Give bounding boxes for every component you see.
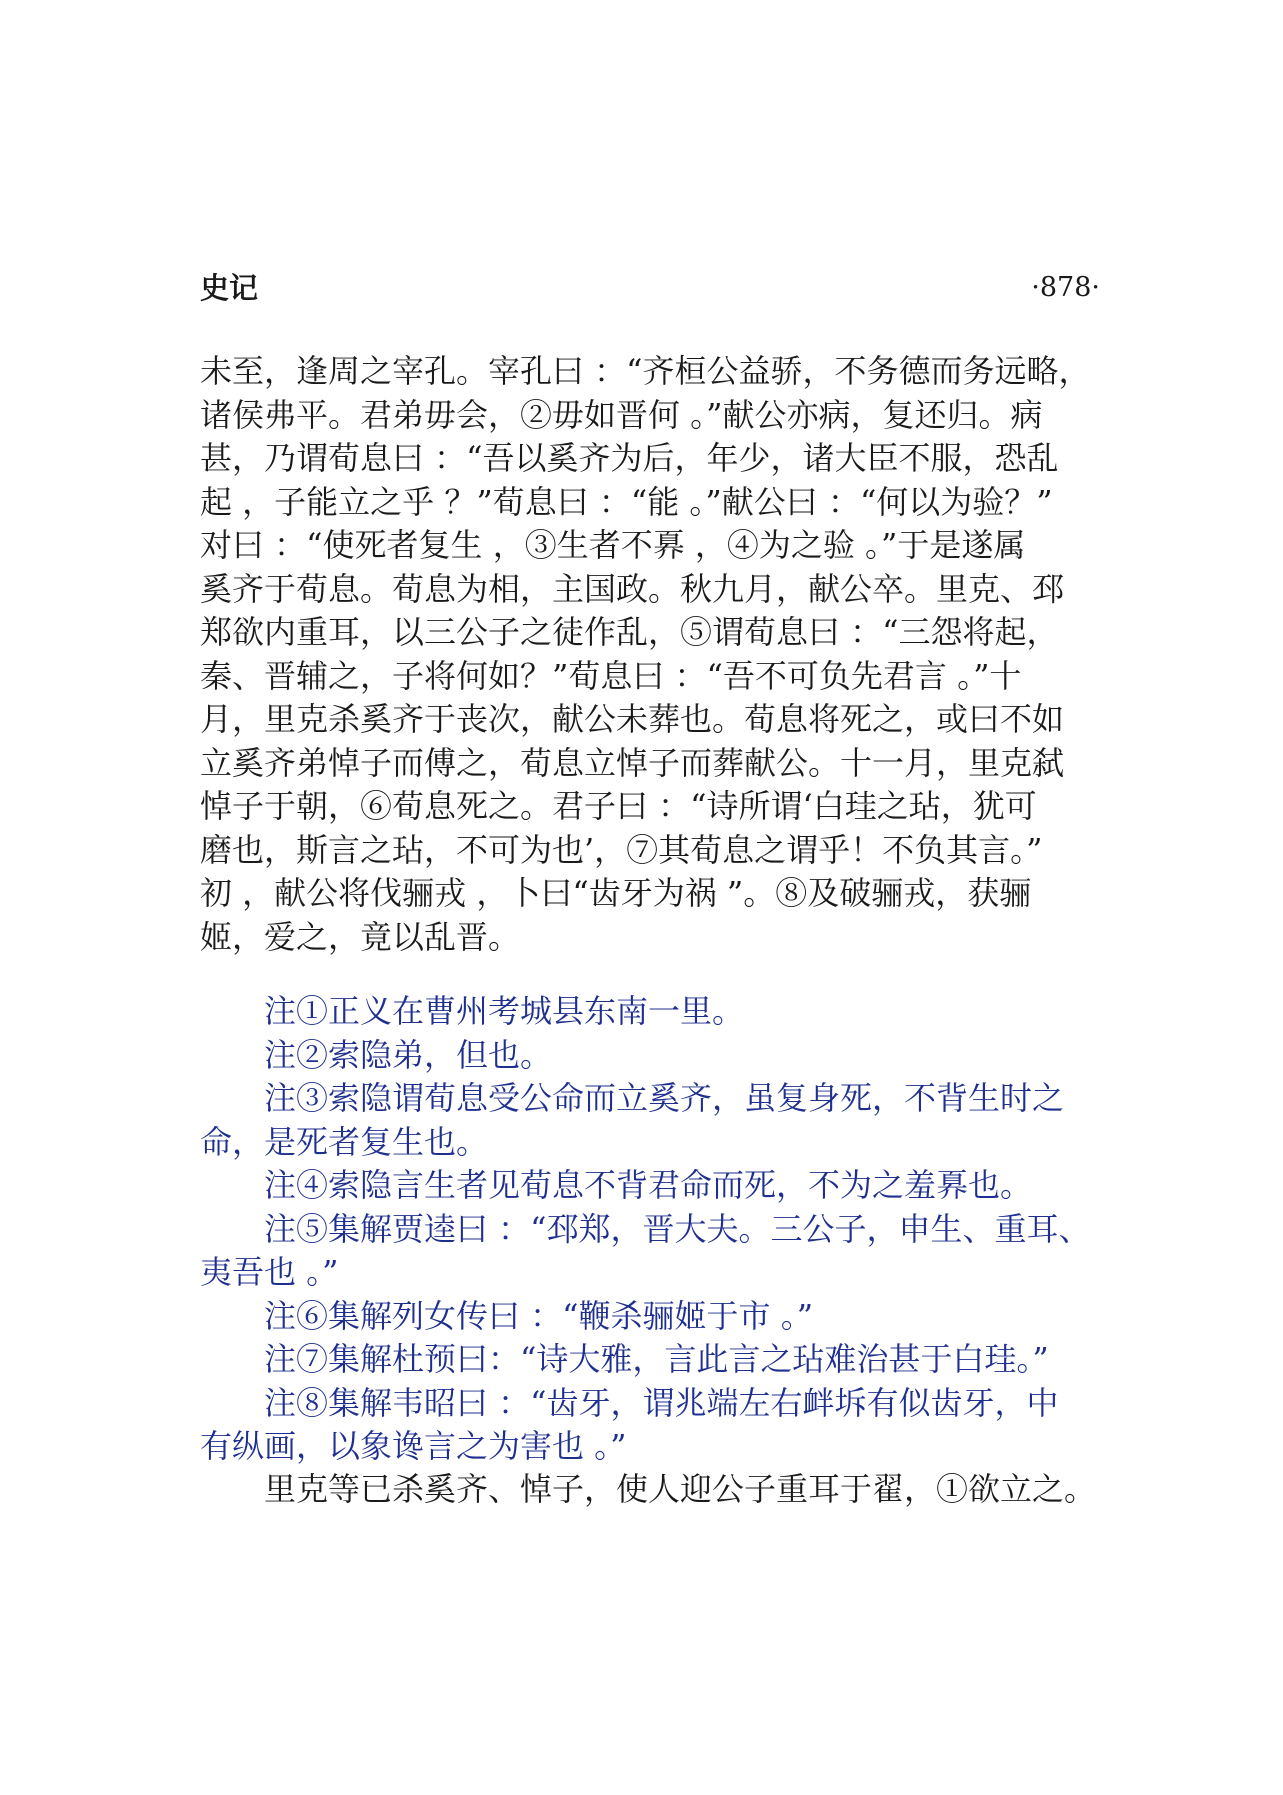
text-line: 诸侯弗平。君弟毋会，②毋如晋何 。”献公亦病，复还归。病 <box>200 395 1043 434</box>
text-line: 立奚齐弟悼子而傅之，荀息立悼子而葬献公。十一月，里克弑 <box>200 743 1065 782</box>
text-line: 对曰 ：“使死者复生 ，③生者不奡 ，④为之验 。”于是遂属 <box>200 526 1026 564</box>
text-line: 磨也，斯言之玷，不可为也’，⑦其荀息之谓乎！不负其言。” <box>200 830 1043 869</box>
text-line: 初 ，献公将伐骊戎 ，卜曰“齿牙为祸 ”。⑧及破骊戎，获骊 <box>200 874 1032 912</box>
text-line: 奚齐于荀息。荀息为相，主国政。秋九月，献公卒。里克、邳 <box>200 569 1065 608</box>
note-line: 注⑥集解列女传曰 ：“鞭杀骊姬于市 。” <box>264 1296 814 1335</box>
page-number: ·878· <box>1031 272 1100 303</box>
note-line: 注④索隐言生者见荀息不背君命而死，不为之羞奡也。 <box>264 1166 1033 1204</box>
text-line: 月，里克杀奚齐于丧次，献公未葬也。荀息将死之，或曰不如 <box>200 700 1065 738</box>
note-line: 命，是死者复生也。 <box>200 1122 489 1161</box>
annotations <box>200 990 1100 1469</box>
text-line: 秦、晋辅之，子将何如？”荀息曰 ：“吾不可负先君言 。”十 <box>200 656 1022 695</box>
note-line: 注⑤集解贾逵曰 ：“邳郑，晋大夫。三公子，申生、重耳、 <box>264 1209 1091 1248</box>
note-line: 注⑦集解杜预曰：“诗大雅，言此言之玷难治甚于白珪。” <box>264 1340 1049 1378</box>
text-line: 甚，乃谓荀息曰 ：“吾以奚齐为后，年少，诸大臣不服，恐乱 <box>200 439 1059 477</box>
note-line: 注①正义在曹州考城县东南一里。 <box>264 992 745 1030</box>
main-text <box>200 350 1100 959</box>
note-line: 注②索隐弟，但也。 <box>264 1035 553 1074</box>
continuation-text <box>200 1468 1120 1512</box>
note-line: 注③索隐谓荀息受公命而立奚齐，虽复身死，不背生时之 <box>264 1079 1065 1117</box>
text-line: 里克等已杀奚齐、悼子，使人迎公子重耳于翟，①欲立之。 <box>264 1470 1097 1508</box>
text-line: 悼子于朝，⑥荀息死之。君子曰 ：“诗所谓‘白珪之玷，犹可 <box>200 787 1037 825</box>
book-title: 史记 <box>200 271 259 305</box>
note-line: 有纵画，以象谗言之为害也 。” <box>200 1427 627 1465</box>
note-line: 注⑧集解韦昭曰 ：“齿牙，谓兆端左右衅坼有似齿牙，中 <box>264 1383 1059 1422</box>
text-line: 郑欲内重耳，以三公子之徒作乱，⑤谓荀息曰 ：“三怨将起， <box>200 613 1059 651</box>
text-line: 起 ，子能立之乎 ？”荀息曰 ：“能 。”献公曰 ：“何以为验？” <box>200 482 1053 521</box>
note-line: 夷吾也 。” <box>200 1253 339 1291</box>
page-header <box>200 268 1100 308</box>
text-line: 姬，爱之，竟以乱晋。 <box>200 917 521 956</box>
text-line: 未至，逢周之宰孔。宰孔曰 ：“齐桓公益骄，不务德而务远略， <box>200 352 1091 390</box>
